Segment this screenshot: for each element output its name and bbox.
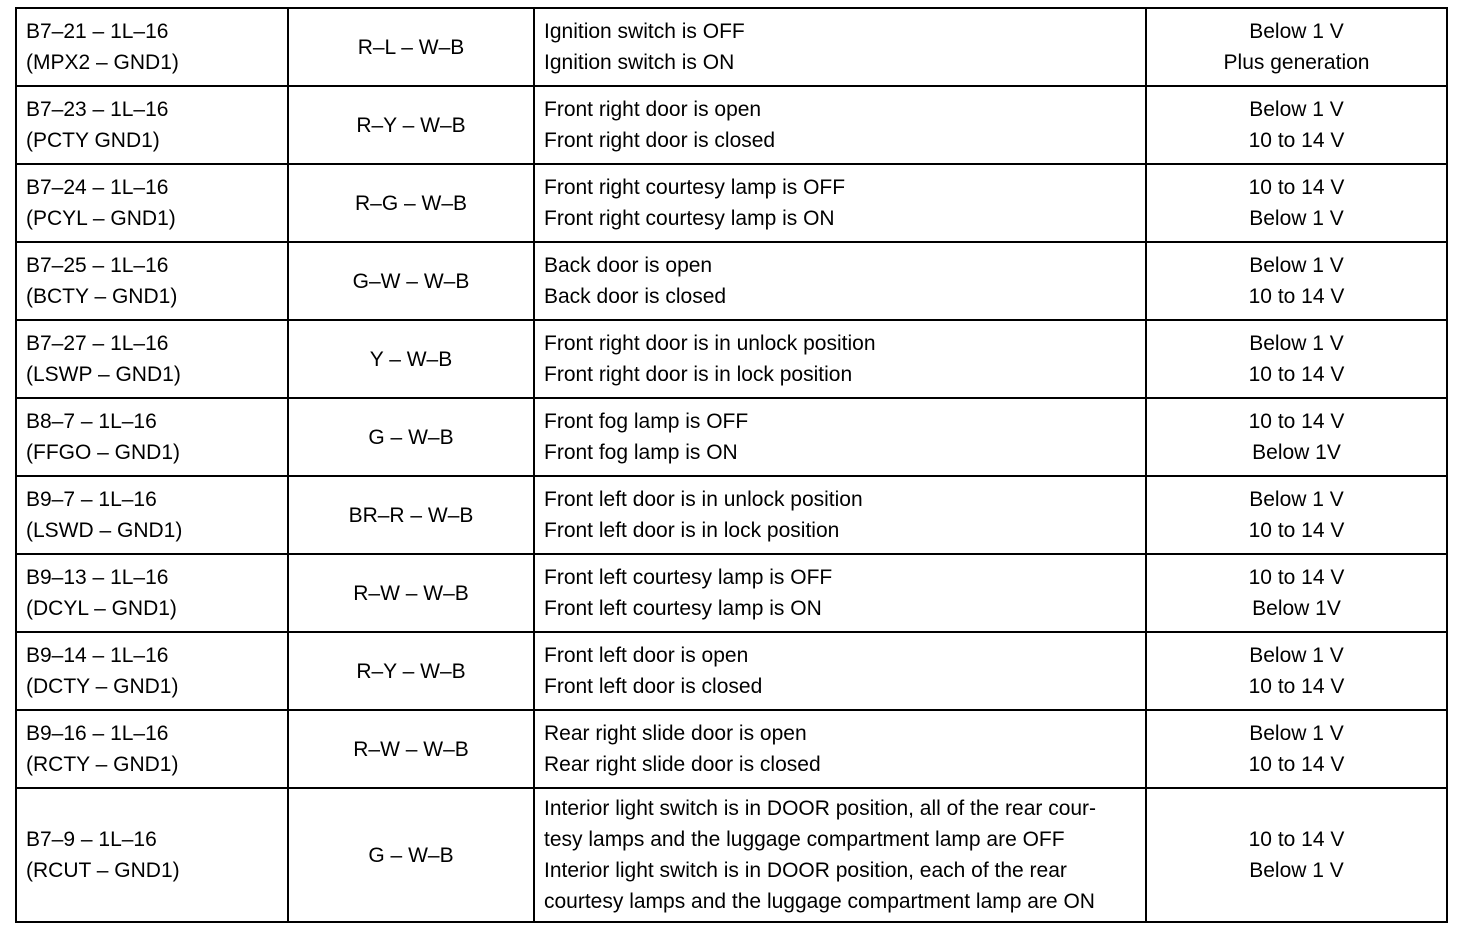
condition-text: Front right door is closed bbox=[544, 129, 776, 152]
specified-condition-cell bbox=[1146, 554, 1447, 632]
condition-text: Back door is closed bbox=[544, 285, 727, 308]
specified-condition-cell bbox=[1146, 632, 1447, 710]
terminal-number: B9–7 – 1L–16 bbox=[26, 488, 157, 511]
condition-text: Front left door is in lock position bbox=[544, 519, 840, 542]
condition-text: tesy lamps and the luggage compartment lamp are OFF bbox=[544, 828, 1065, 851]
specified-value: Below 1 V bbox=[1249, 859, 1344, 882]
terminal-symbol: (MPX2 – GND1) bbox=[26, 51, 179, 74]
terminal-number: B7–24 – 1L–16 bbox=[26, 176, 169, 199]
specified-value: Below 1V bbox=[1252, 597, 1341, 620]
table-row bbox=[16, 164, 1447, 242]
terminal-cell bbox=[16, 554, 288, 632]
terminal-number: B7–9 – 1L–16 bbox=[26, 828, 157, 851]
specified-value: Below 1 V bbox=[1249, 644, 1344, 667]
condition-text: Interior light switch is in DOOR position, each of the rear bbox=[544, 859, 1067, 882]
condition-text: Front left courtesy lamp is OFF bbox=[544, 566, 833, 589]
terminal-cell bbox=[16, 710, 288, 788]
condition-cell bbox=[534, 398, 1146, 476]
condition-text: Front left door is closed bbox=[544, 675, 763, 698]
terminal-symbol: (PCTY GND1) bbox=[26, 129, 160, 152]
terminal-cell bbox=[16, 632, 288, 710]
terminal-cell bbox=[16, 164, 288, 242]
terminal-number: B7–25 – 1L–16 bbox=[26, 254, 169, 277]
specified-value: 10 to 14 V bbox=[1248, 675, 1345, 698]
terminal-cell bbox=[16, 398, 288, 476]
wiring-color-cell: G–W – W–B bbox=[288, 242, 534, 320]
specified-value: Below 1 V bbox=[1249, 488, 1344, 511]
table-row bbox=[16, 242, 1447, 320]
terminal-cell bbox=[16, 242, 288, 320]
specified-value: Plus generation bbox=[1223, 51, 1370, 74]
specified-condition-cell bbox=[1146, 8, 1447, 86]
wiring-color-cell: R–Y – W–B bbox=[288, 86, 534, 164]
terminal-symbol: (DCTY – GND1) bbox=[26, 675, 179, 698]
terminal-symbol: (FFGO – GND1) bbox=[26, 441, 181, 464]
table-row bbox=[16, 476, 1447, 554]
specified-condition-cell bbox=[1146, 320, 1447, 398]
terminal-number: B8–7 – 1L–16 bbox=[26, 410, 157, 433]
condition-cell bbox=[534, 320, 1146, 398]
table-row bbox=[16, 554, 1447, 632]
table-row bbox=[16, 398, 1447, 476]
condition-cell bbox=[534, 242, 1146, 320]
condition-cell bbox=[534, 476, 1146, 554]
table-row bbox=[16, 86, 1447, 164]
table-row bbox=[16, 710, 1447, 788]
specified-value: 10 to 14 V bbox=[1248, 828, 1345, 851]
condition-text: Rear right slide door is closed bbox=[544, 753, 821, 776]
specified-value: Below 1 V bbox=[1249, 254, 1344, 277]
specified-condition-cell bbox=[1146, 164, 1447, 242]
table-row bbox=[16, 632, 1447, 710]
condition-text: Rear right slide door is open bbox=[544, 722, 807, 745]
wiring-color-cell: R–W – W–B bbox=[288, 554, 534, 632]
terminal-cell bbox=[16, 86, 288, 164]
condition-text: Front right courtesy lamp is OFF bbox=[544, 176, 846, 199]
specified-value: 10 to 14 V bbox=[1248, 176, 1345, 199]
table-row bbox=[16, 8, 1447, 86]
table-body bbox=[16, 8, 1447, 922]
wiring-color-cell: G – W–B bbox=[288, 398, 534, 476]
specified-value: Below 1 V bbox=[1249, 332, 1344, 355]
terminal-symbol: (RCUT – GND1) bbox=[26, 859, 180, 882]
specified-value: 10 to 14 V bbox=[1248, 519, 1345, 542]
specified-value: 10 to 14 V bbox=[1248, 566, 1345, 589]
terminal-symbol: (LSWD – GND1) bbox=[26, 519, 183, 542]
condition-text: Front right door is in unlock position bbox=[544, 332, 876, 355]
wiring-color-cell: G – W–B bbox=[288, 788, 534, 922]
wiring-color-cell: R–Y – W–B bbox=[288, 632, 534, 710]
terminal-number: B9–13 – 1L–16 bbox=[26, 566, 169, 589]
specified-condition-cell bbox=[1146, 788, 1447, 922]
specified-value: Below 1 V bbox=[1249, 20, 1344, 43]
terminal-cell bbox=[16, 320, 288, 398]
specified-condition-cell bbox=[1146, 86, 1447, 164]
specified-value: Below 1 V bbox=[1249, 207, 1344, 230]
terminal-number: B7–23 – 1L–16 bbox=[26, 98, 169, 121]
terminal-symbol: (BCTY – GND1) bbox=[26, 285, 178, 308]
condition-cell bbox=[534, 86, 1146, 164]
condition-cell bbox=[534, 554, 1146, 632]
condition-text: Front fog lamp is ON bbox=[544, 441, 738, 464]
specified-value: Below 1V bbox=[1252, 441, 1341, 464]
terminal-symbol: (LSWP – GND1) bbox=[26, 363, 181, 386]
condition-text: courtesy lamps and the luggage compartment lamp are ON bbox=[544, 890, 1095, 913]
terminal-symbol: (PCYL – GND1) bbox=[26, 207, 176, 230]
wiring-color-cell: R–L – W–B bbox=[288, 8, 534, 86]
specified-value: Below 1 V bbox=[1249, 98, 1344, 121]
specified-condition-cell bbox=[1146, 476, 1447, 554]
table-row bbox=[16, 788, 1447, 922]
condition-text: Front right door is in lock position bbox=[544, 363, 853, 386]
condition-cell bbox=[534, 788, 1146, 922]
specified-value: 10 to 14 V bbox=[1248, 285, 1345, 308]
specified-condition-cell bbox=[1146, 242, 1447, 320]
condition-text: Front left courtesy lamp is ON bbox=[544, 597, 822, 620]
condition-text: Front left door is open bbox=[544, 644, 749, 667]
condition-text: Front left door is in unlock position bbox=[544, 488, 863, 511]
condition-text: Front right courtesy lamp is ON bbox=[544, 207, 835, 230]
condition-cell bbox=[534, 8, 1146, 86]
terminal-number: B9–14 – 1L–16 bbox=[26, 644, 169, 667]
specified-value: 10 to 14 V bbox=[1248, 753, 1345, 776]
specified-value: 10 to 14 V bbox=[1248, 410, 1345, 433]
terminal-cell bbox=[16, 788, 288, 922]
condition-text: Front fog lamp is OFF bbox=[544, 410, 749, 433]
condition-cell bbox=[534, 632, 1146, 710]
condition-text: Front right door is open bbox=[544, 98, 762, 121]
wiring-color-cell: Y – W–B bbox=[288, 320, 534, 398]
condition-text: Ignition switch is ON bbox=[544, 51, 735, 74]
specified-value: 10 to 14 V bbox=[1248, 129, 1345, 152]
condition-text: Interior light switch is in DOOR position, all of the rear cour- bbox=[544, 797, 1097, 820]
specified-condition-cell bbox=[1146, 398, 1447, 476]
specified-value: 10 to 14 V bbox=[1248, 363, 1345, 386]
terminal-inspection-table bbox=[15, 7, 1448, 923]
condition-cell bbox=[534, 164, 1146, 242]
table-row bbox=[16, 320, 1447, 398]
wiring-color-cell: BR–R – W–B bbox=[288, 476, 534, 554]
terminal-number: B9–16 – 1L–16 bbox=[26, 722, 169, 745]
wiring-color-cell: R–W – W–B bbox=[288, 710, 534, 788]
terminal-cell bbox=[16, 8, 288, 86]
wiring-color-cell: R–G – W–B bbox=[288, 164, 534, 242]
terminal-cell bbox=[16, 476, 288, 554]
terminal-symbol: (DCYL – GND1) bbox=[26, 597, 177, 620]
terminal-number: B7–21 – 1L–16 bbox=[26, 20, 169, 43]
terminal-number: B7–27 – 1L–16 bbox=[26, 332, 169, 355]
specified-condition-cell bbox=[1146, 710, 1447, 788]
terminal-symbol: (RCTY – GND1) bbox=[26, 753, 179, 776]
condition-cell bbox=[534, 710, 1146, 788]
specified-value: Below 1 V bbox=[1249, 722, 1344, 745]
condition-text: Ignition switch is OFF bbox=[544, 20, 745, 43]
condition-text: Back door is open bbox=[544, 254, 713, 277]
